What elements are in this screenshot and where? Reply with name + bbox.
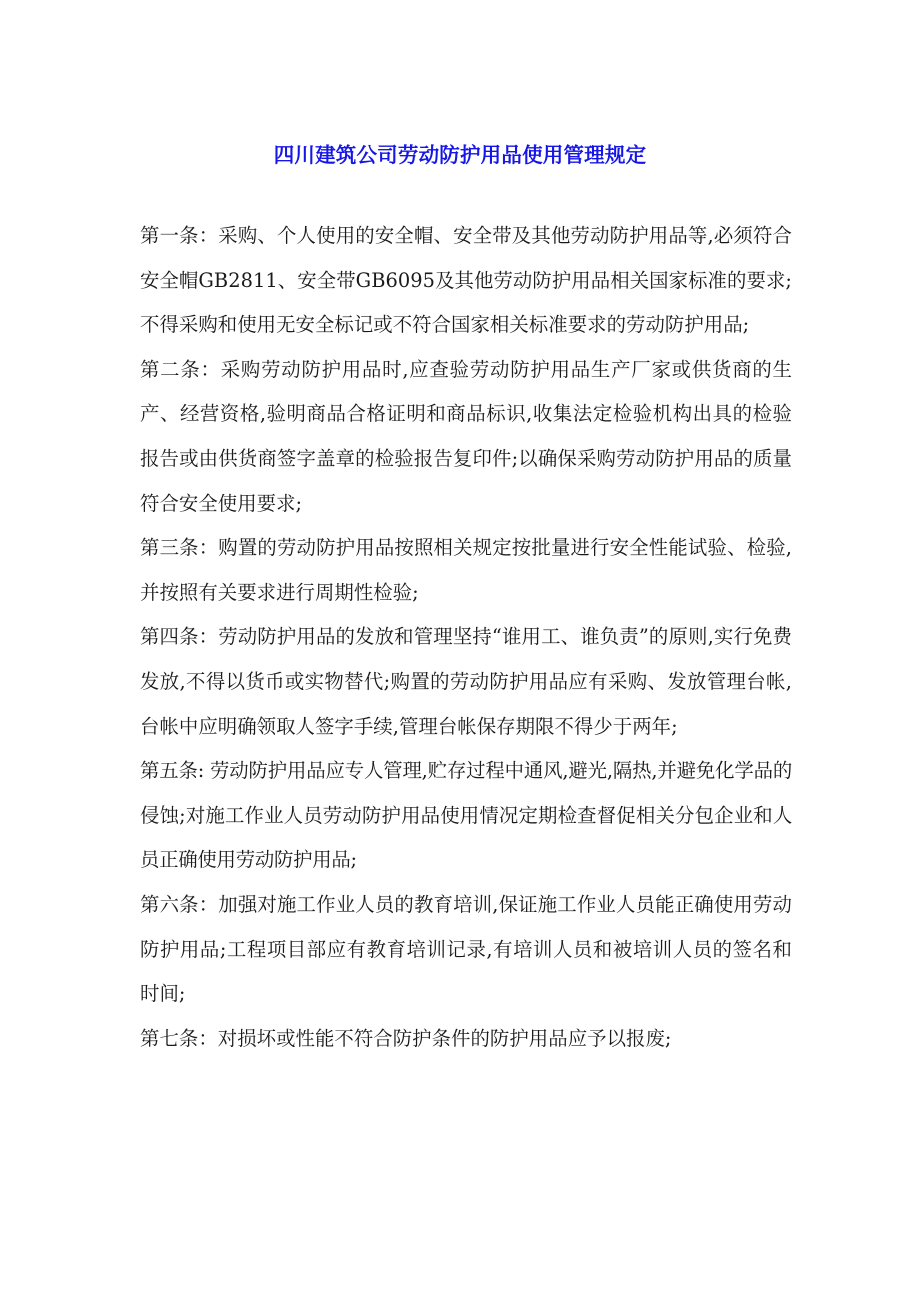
- article-paragraph-5: 第五条: 劳动防护用品应专人管理,贮存过程中通风,避光,隔热,并避免化学品的侵蚀;对施工作业人员劳动防护用品使用情况定期检查督促相关分包企业和人员正确使用劳动防护用品;: [140, 759, 792, 872]
- document-body: [140, 214, 792, 1061]
- article-paragraph-1: 第一条：采购、个人使用的安全帽、安全带及其他劳动防护用品等,必须符合安全帽GB2811、安全带GB6095及其他劳动防护用品相关国家标准的要求;不得采购和使用无安全标记或不符合国家相关标准要求的劳动防护用品;: [140, 224, 792, 337]
- article-paragraph-3: 第三条：购置的劳动防护用品按照相关规定按批量进行安全性能试验、检验,并按照有关要求进行周期性检验;: [140, 536, 792, 604]
- article-paragraph-6: 第六条：加强对施工作业人员的教育培训,保证施工作业人员能正确使用劳动防护用品;工程项目部应有教育培训记录,有培训人员和被培训人员的签名和时间;: [140, 892, 792, 1006]
- article-paragraph-2: 第二条：采购劳动防护用品时,应查验劳动防护用品生产厂家或供货商的生产、经营资格,验明商品合格证明和商品标识,收集法定检验机构出具的检验报告或由供货商签字盖章的检验报告复印件;以确保采购劳动防护用品的质量符合安全使用要求;: [140, 357, 792, 515]
- article-paragraph-4: 第四条：劳动防护用品的发放和管理坚持“谁用工、谁负责”的原则,实行免费发放,不得以货币或实物替代;购置的劳动防护用品应有采购、发放管理台帐,台帐中应明确领取人签字手续,管理台帐保存期限不得少于两年;: [140, 625, 792, 738]
- page-title: 四川建筑公司劳动防护用品使用管理规定: [273, 142, 647, 167]
- article-paragraph-7: 第七条：对损坏或性能不符合防护条件的防护用品应予以报废;: [140, 1026, 672, 1050]
